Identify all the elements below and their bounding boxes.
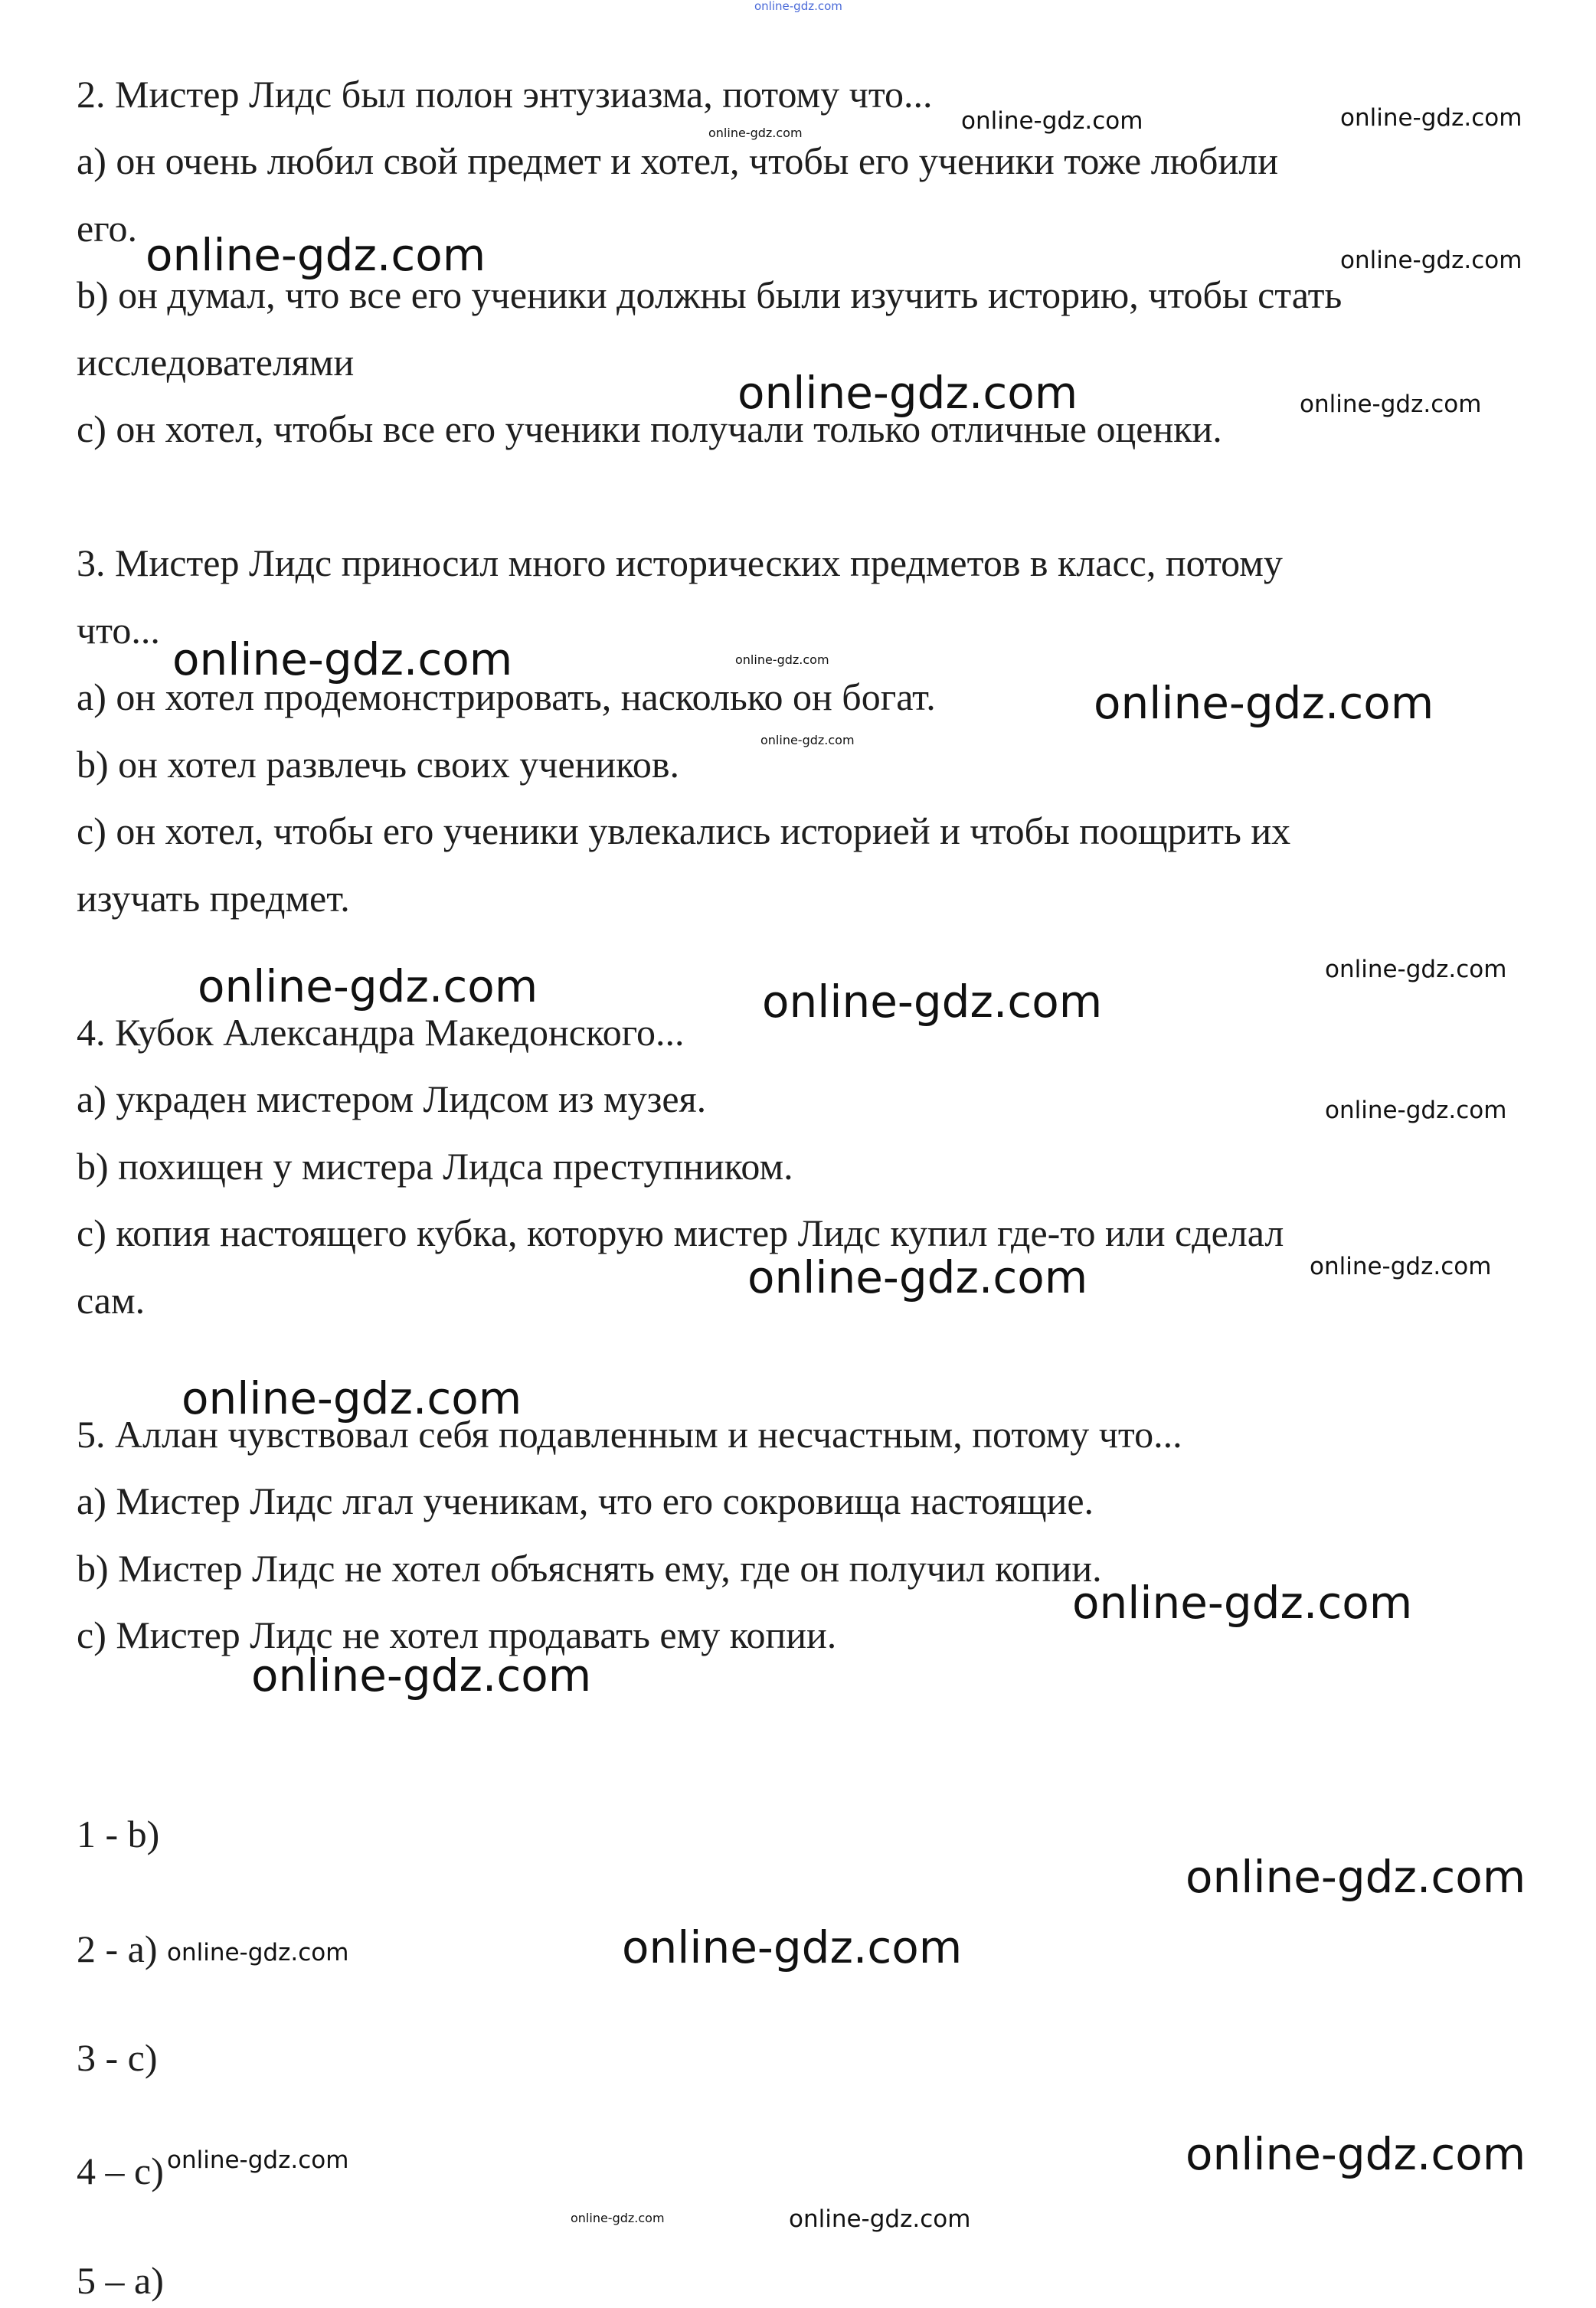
watermark: online-gdz.com [167, 2146, 349, 2174]
answer-key-item: 2 - a) [77, 1927, 158, 1970]
watermark: online-gdz.com [789, 2205, 971, 2233]
question-stem: 4. Кубок Александра Македонского... [77, 1011, 685, 1054]
watermark: online-gdz.com [167, 1939, 349, 1966]
answer-option: b) он хотел развлечь своих учеников. [77, 743, 680, 786]
watermark: online-gdz.com [1325, 1097, 1507, 1124]
question-stem: 2. Мистер Лидс был полон энтузиазма, потому что... [77, 73, 933, 116]
watermark: online-gdz.com [1340, 104, 1522, 132]
watermark: online-gdz.com [172, 633, 513, 685]
watermark: online-gdz.com [735, 652, 829, 667]
watermark: online-gdz.com [251, 1649, 592, 1702]
answer-option-continuation: исследователями [77, 341, 355, 384]
answer-key-item: 5 – a) [77, 2259, 164, 2302]
watermark: online-gdz.com [622, 1921, 963, 1973]
watermark: online-gdz.com [1340, 247, 1522, 274]
answer-option-continuation: изучать предмет. [77, 877, 350, 920]
watermark: online-gdz.com [1310, 1253, 1492, 1280]
answer-option: a) Мистер Лидс лгал ученикам, что его сокровища настоящие. [77, 1479, 1094, 1522]
answer-option: a) украден мистером Лидсом из музея. [77, 1077, 707, 1120]
watermark: online-gdz.com [762, 976, 1103, 1028]
watermark: online-gdz.com [1186, 2128, 1526, 2180]
answer-key-item: 4 – c) [77, 2149, 164, 2192]
answer-option: c) Мистер Лидс не хотел продавать ему копии. [77, 1613, 837, 1656]
watermark: online-gdz.com [760, 733, 855, 747]
question-stem-continuation: что... [77, 609, 160, 652]
watermark: online-gdz.com [754, 0, 842, 13]
answer-option-continuation: сам. [77, 1279, 146, 1322]
answer-key-item: 1 - b) [77, 1813, 160, 1855]
watermark: online-gdz.com [1186, 1851, 1526, 1903]
question-stem: 3. Мистер Лидс приносил много исторических предметов в класс, потому [77, 541, 1283, 584]
answer-option: a) он хотел продемонстрировать, насколько он богат. [77, 675, 936, 718]
watermark: online-gdz.com [708, 126, 803, 140]
answer-option: c) копия настоящего кубка, которую мистер Лидс купил где-то или сделал [77, 1211, 1284, 1254]
watermark: online-gdz.com [737, 367, 1078, 419]
watermark: online-gdz.com [146, 229, 486, 281]
watermark: online-gdz.com [1072, 1577, 1413, 1629]
answer-option: b) похищен у мистера Лидса преступником. [77, 1145, 793, 1188]
answer-option: c) он хотел, чтобы его ученики увлекались историей и чтобы поощрить их [77, 809, 1291, 852]
answer-key-item: 3 - c) [77, 2036, 158, 2079]
answer-option: a) он очень любил свой предмет и хотел, чтобы его ученики тоже любили [77, 139, 1278, 182]
watermark: online-gdz.com [198, 960, 538, 1012]
watermark: online-gdz.com [747, 1251, 1088, 1303]
watermark: online-gdz.com [1300, 391, 1482, 418]
answer-option: b) он думал, что все его ученики должны были изучить историю, чтобы стать [77, 273, 1343, 316]
answer-option: c) он хотел, чтобы все его ученики получали только отличные оценки. [77, 407, 1222, 450]
watermark: online-gdz.com [1325, 956, 1507, 983]
watermark: online-gdz.com [571, 2211, 665, 2225]
watermark: online-gdz.com [961, 107, 1143, 135]
watermark: online-gdz.com [182, 1372, 522, 1424]
answer-option-continuation: его. [77, 207, 137, 250]
question-stem: 5. Аллан чувствовал себя подавленным и несчастным, потому что... [77, 1413, 1182, 1456]
watermark: online-gdz.com [1094, 677, 1434, 729]
answer-option: b) Мистер Лидс не хотел объяснять ему, где он получил копии. [77, 1547, 1102, 1590]
